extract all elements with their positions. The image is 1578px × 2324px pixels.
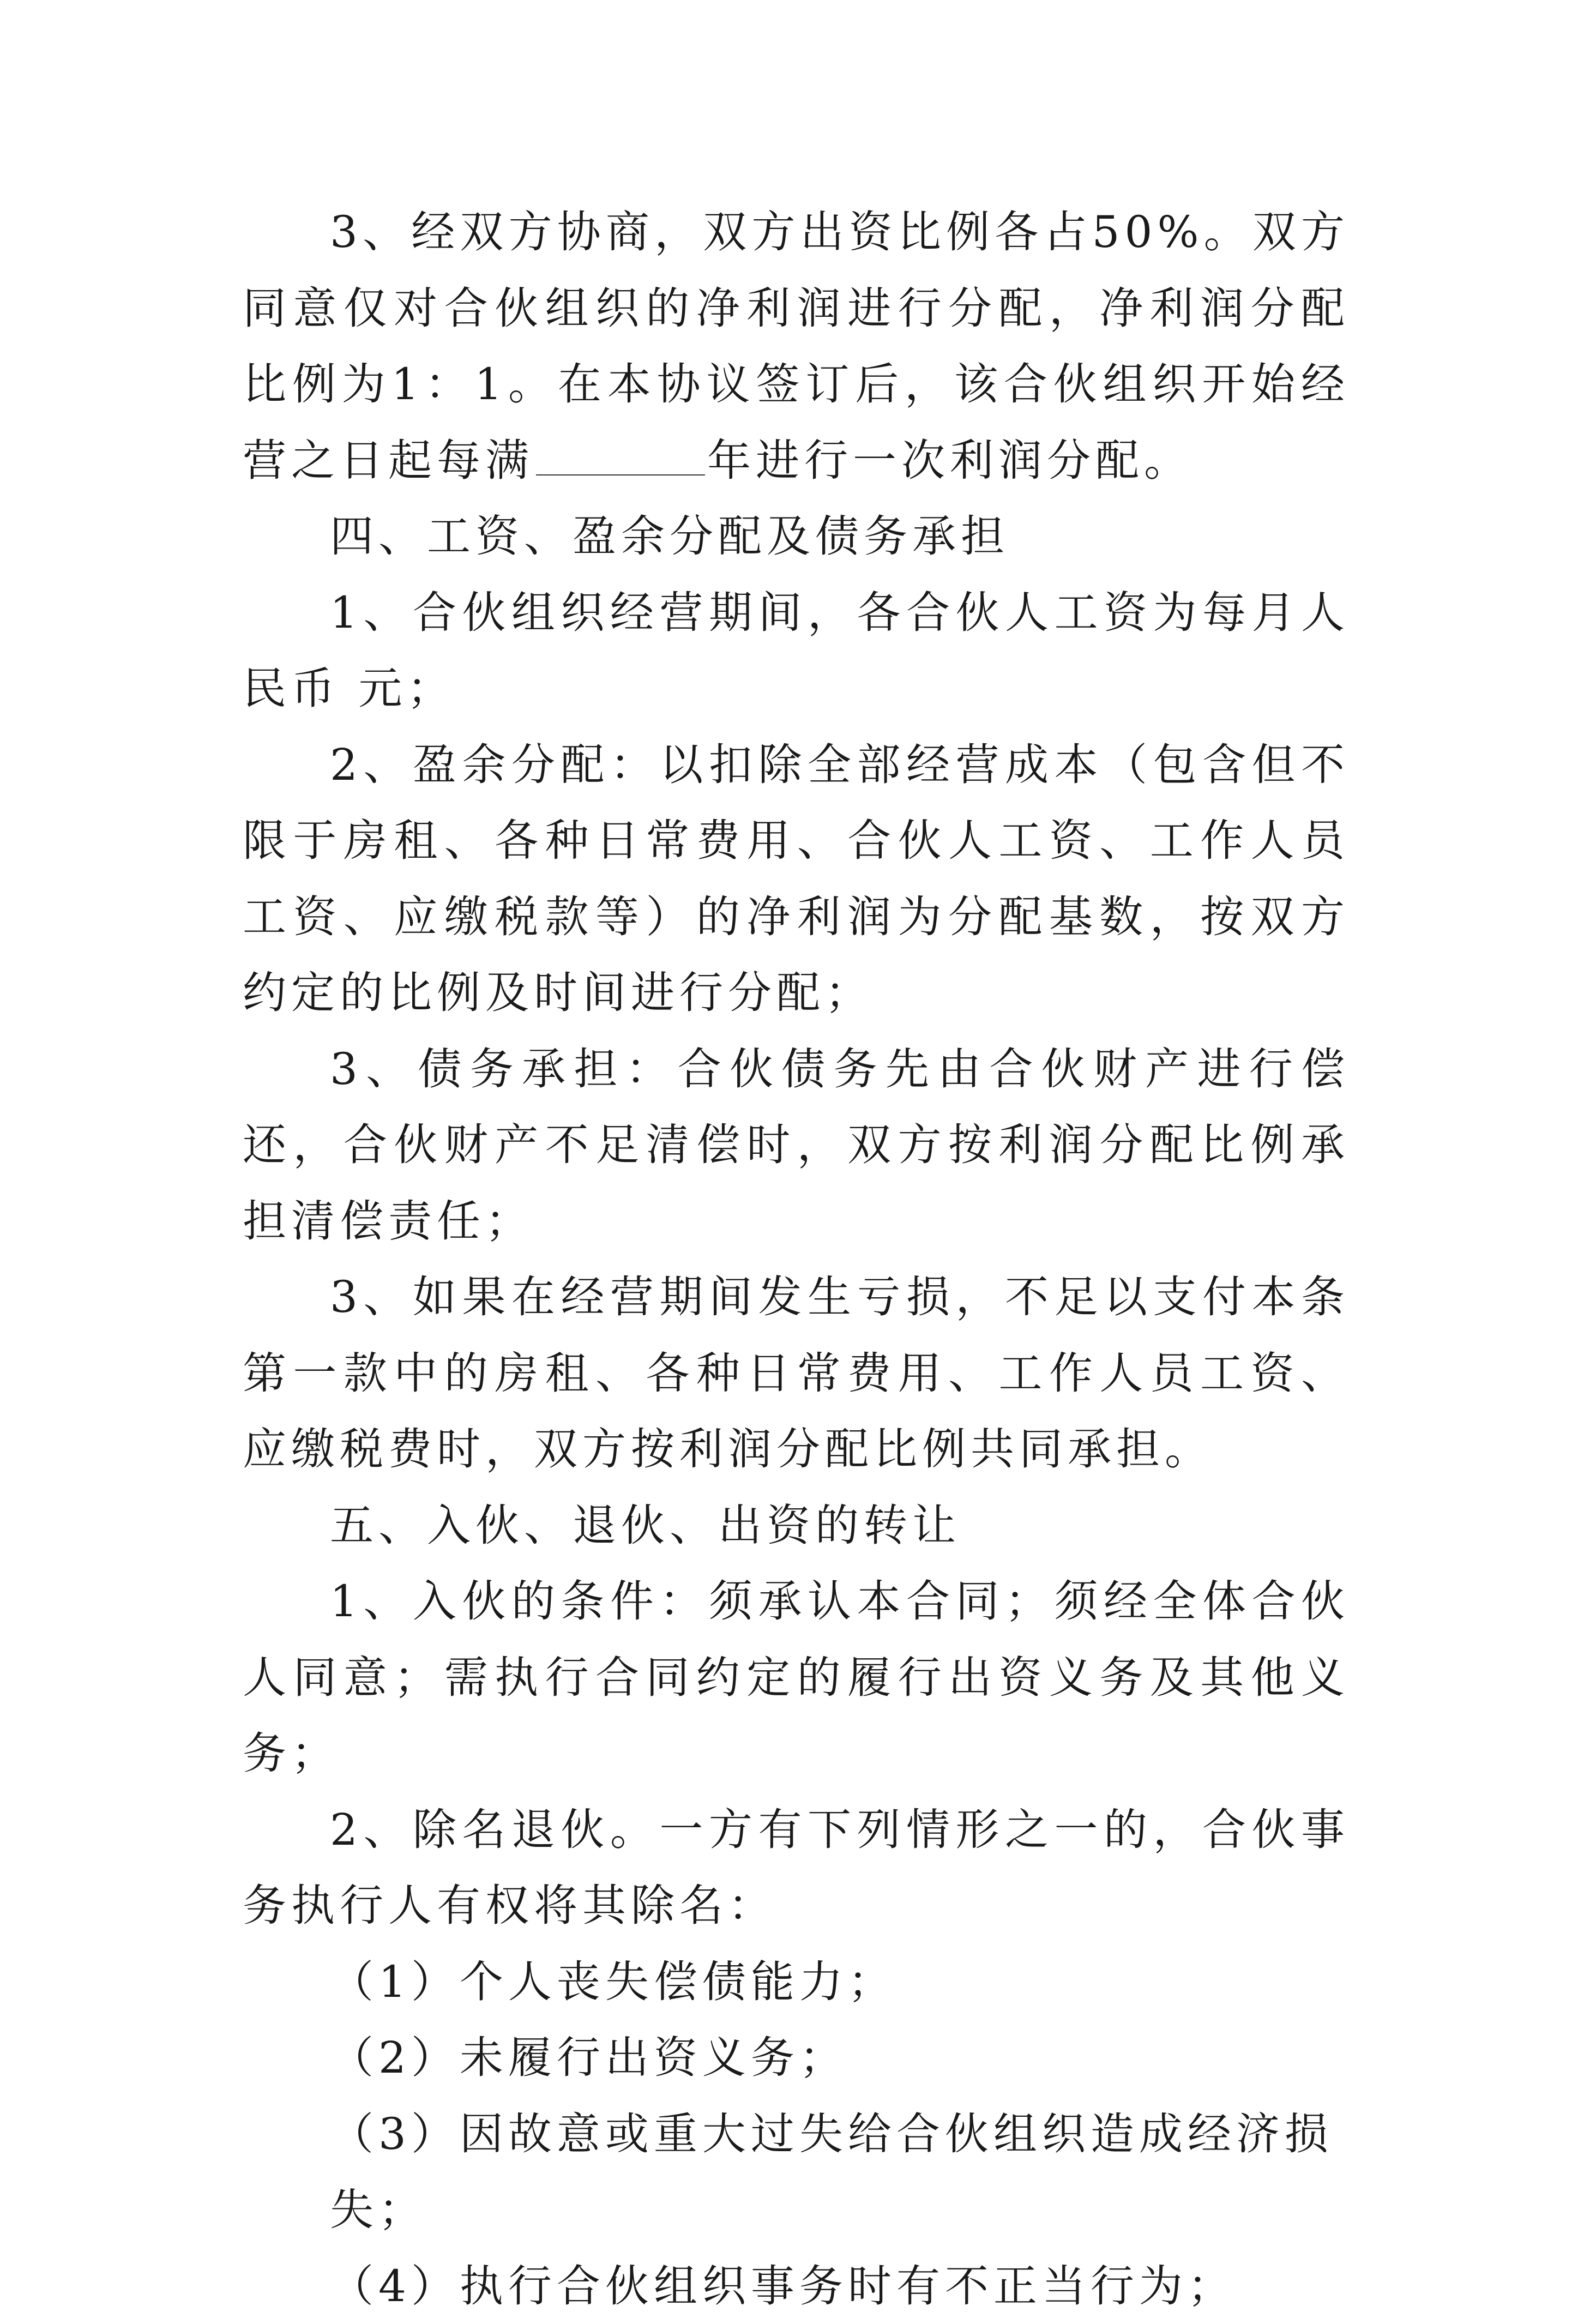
clause-salary: 1、合伙组织经营期间，各合伙人工资为每月人民币 元； — [243, 575, 1350, 727]
section-heading-4: 四、工资、盈余分配及债务承担 — [243, 498, 1350, 575]
list-item: （3）因故意或重大过失给合伙组织造成经济损失； — [243, 2096, 1350, 2248]
clause-admission: 1、入伙的条件：须承认本合同；须经全体合伙人同意；需执行合同约定的履行出资义务及其他义务； — [243, 1563, 1350, 1792]
section-heading-5: 五、入伙、退伙、出资的转让 — [243, 1488, 1350, 1564]
list-item: （1）个人丧失偿债能力； — [243, 1944, 1350, 2020]
years-blank — [536, 474, 705, 475]
clause-profit-ratio-text: 3、经双方协商，双方出资比例各占50%。双方同意仅对合伙组织的净利润进行分配，净利润分配比例为1：1。在本协议签订后，该合伙组织开始经营之日起每满 — [243, 207, 1350, 486]
clause-loss: 3、如果在经营期间发生亏损，不足以支付本条第一款中的房租、各种日常费用、工作人员工资、应缴税费时，双方按利润分配比例共同承担。 — [243, 1259, 1350, 1488]
list-item: （2）未履行出资义务； — [243, 2020, 1350, 2096]
clause-expulsion: 2、除名退伙。一方有下列情形之一的，合伙事务执行人有权将其除名： — [243, 1792, 1350, 1944]
list-item: （4）执行合伙组织事务时有不正当行为； — [243, 2248, 1350, 2324]
document-body — [243, 194, 1350, 2324]
clause-debt: 3、债务承担：合伙债务先由合伙财产进行偿还，合伙财产不足清偿时，双方按利润分配比例承担清偿责任； — [243, 1031, 1350, 1260]
clause-profit-ratio — [243, 194, 1350, 498]
clause-surplus-distribution: 2、盈余分配：以扣除全部经营成本（包含但不限于房租、各种日常费用、合伙人工资、工作人员工资、应缴税款等）的净利润为分配基数，按双方约定的比例及时间进行分配； — [243, 727, 1350, 1031]
clause-profit-ratio-tail: 年进行一次利润分配。 — [707, 435, 1192, 486]
